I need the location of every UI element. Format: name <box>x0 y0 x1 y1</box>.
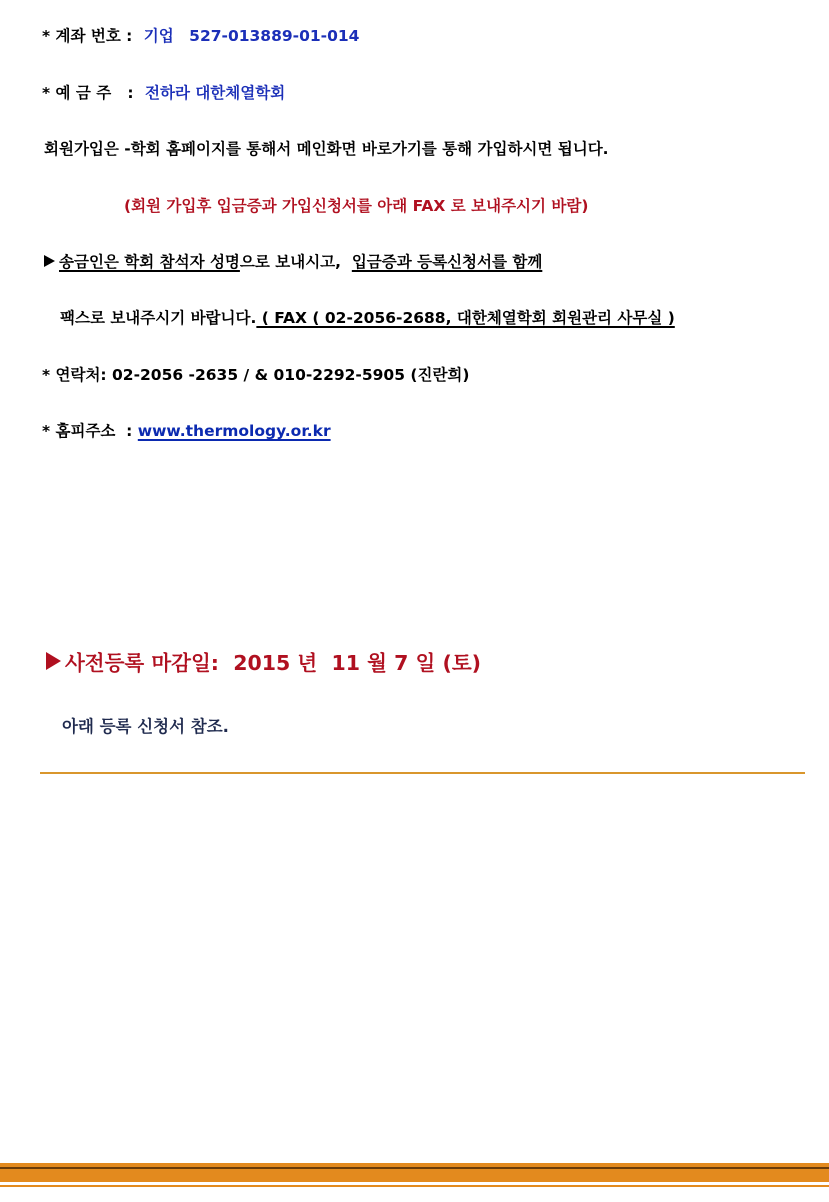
section-divider <box>40 772 805 774</box>
deadline-line <box>46 646 481 676</box>
holder-line <box>42 81 285 103</box>
account-label: * 계좌 번호 : <box>42 27 133 45</box>
triangle-bullet-icon <box>44 255 55 267</box>
deadline-text: 사전등록 마감일: 2015 년 11 월 7 일 (토) <box>65 651 481 675</box>
account-number: 527-013889-01-014 <box>189 27 360 45</box>
account-bank: 기업 <box>143 27 174 45</box>
homepage-label: * 홈피주소 : <box>42 422 138 440</box>
fax-info: ( FAX ( 02-2056-2688, 대한체열학회 회원관리 사무실 ) <box>256 309 675 327</box>
contact-line: * 연락처: 02-2056 -2635 / & 010-2292-5905 (진란희) <box>42 366 470 384</box>
triangle-bullet-icon <box>46 652 61 670</box>
homepage-line <box>42 419 331 441</box>
remit-documents: 입금증과 등록신청서를 함께 <box>351 253 543 271</box>
account-line <box>42 24 359 46</box>
signup-text: 회원가입은 -학회 홈페이지를 통해서 메인화면 바로가기를 통해 가입하시면 됩니다. <box>44 140 609 158</box>
footer-bar <box>0 1163 829 1182</box>
footer-inner-line <box>0 1167 829 1169</box>
fax-line <box>60 306 675 328</box>
see-below-text: 아래 등록 신청서 참조. <box>62 717 229 736</box>
holder-name: 전하라 대한체열학회 <box>145 84 286 102</box>
fax-line-text: 팩스로 보내주시기 바랍니다. <box>60 309 257 327</box>
remit-name-instruction: 송금인은 학회 참석자 성명 <box>59 253 240 271</box>
homepage-link[interactable]: www.thermology.or.kr <box>137 422 331 440</box>
footer-line <box>0 1185 829 1187</box>
fax-notice: (회원 가입후 입금증과 가입신청서를 아래 FAX 로 보내주시기 바람) <box>124 197 589 215</box>
remit-line <box>44 250 542 272</box>
remit-middle: 으로 보내시고, <box>239 253 352 271</box>
holder-label: * 예 금 주 : <box>42 84 134 102</box>
